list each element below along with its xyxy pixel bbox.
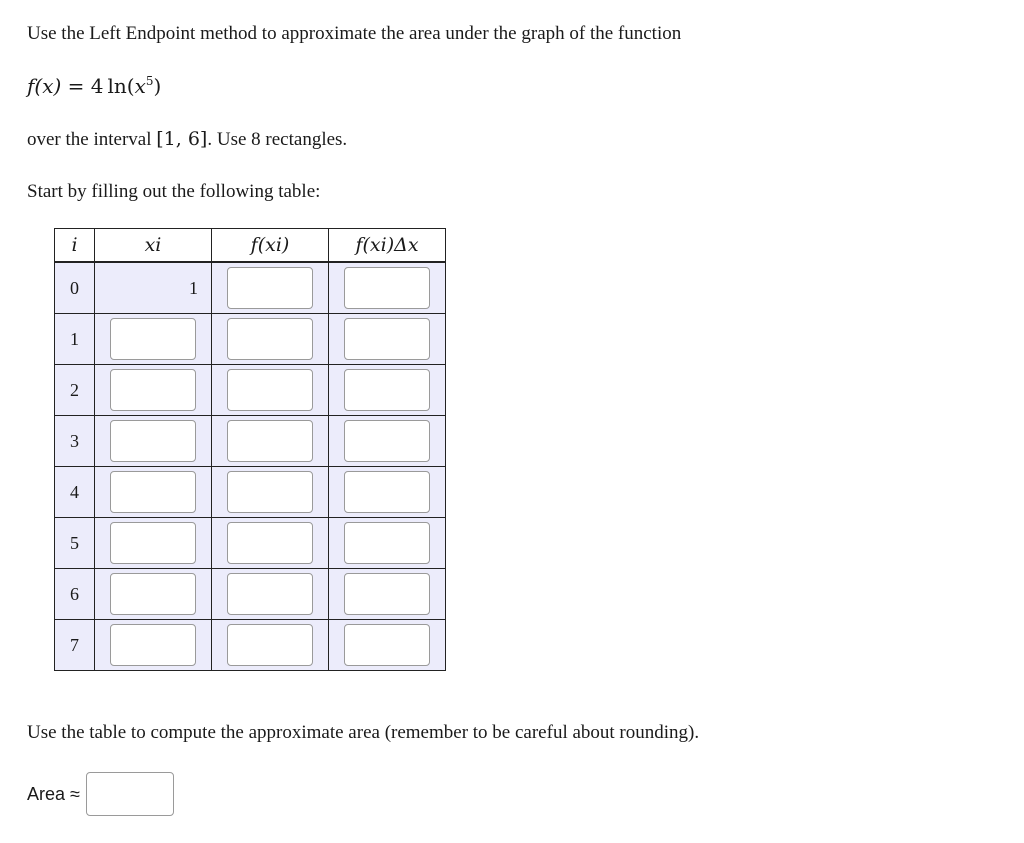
table-row xyxy=(55,467,446,518)
fxidx-cell xyxy=(329,569,446,620)
header-fxi: f(xi) xyxy=(212,229,329,263)
fxi-input-0[interactable] xyxy=(227,267,313,309)
table-header-row xyxy=(55,229,446,263)
xi-cell xyxy=(95,314,212,365)
fxidx-input-5[interactable] xyxy=(344,522,430,564)
fxidx-cell xyxy=(329,620,446,671)
table-row xyxy=(55,365,446,416)
row-index: 6 xyxy=(55,569,95,620)
table-row xyxy=(55,518,446,569)
riemann-table xyxy=(54,228,446,671)
table-row xyxy=(55,314,446,365)
fxi-cell xyxy=(212,365,329,416)
function-formula xyxy=(27,74,161,98)
fxi-input-2[interactable] xyxy=(227,369,313,411)
formula-exponent: 5 xyxy=(145,74,154,88)
row-index: 5 xyxy=(55,518,95,569)
fxi-input-4[interactable] xyxy=(227,471,313,513)
fxidx-cell xyxy=(329,365,446,416)
fxi-input-5[interactable] xyxy=(227,522,313,564)
xi-cell xyxy=(95,365,212,416)
row-index: 7 xyxy=(55,620,95,671)
xi-input-5[interactable] xyxy=(110,522,196,564)
problem-intro: Use the Left Endpoint method to approximate the area under the graph of the function xyxy=(27,23,682,44)
fxidx-input-4[interactable] xyxy=(344,471,430,513)
fxidx-input-6[interactable] xyxy=(344,573,430,615)
interval-text-before: over the interval xyxy=(27,129,157,150)
xi-input-1[interactable] xyxy=(110,318,196,360)
formula-coefficient: 4 xyxy=(90,74,104,98)
header-i: i xyxy=(55,229,95,263)
row-index: 2 xyxy=(55,365,95,416)
row-index: 4 xyxy=(55,467,95,518)
table-row xyxy=(55,262,446,314)
fxidx-cell xyxy=(329,416,446,467)
formula-equals: = xyxy=(61,74,91,98)
interval-sentence xyxy=(27,127,347,152)
formula-open-paren: ( xyxy=(126,74,135,98)
fxi-input-3[interactable] xyxy=(227,420,313,462)
fxidx-input-7[interactable] xyxy=(344,624,430,666)
fxi-cell xyxy=(212,518,329,569)
area-answer-row xyxy=(27,772,174,816)
fxi-cell xyxy=(212,467,329,518)
xi-input-6[interactable] xyxy=(110,573,196,615)
xi-cell xyxy=(95,467,212,518)
fxidx-cell xyxy=(329,262,446,314)
fxi-input-7[interactable] xyxy=(227,624,313,666)
fxi-cell xyxy=(212,262,329,314)
table-row xyxy=(55,569,446,620)
fxi-cell xyxy=(212,314,329,365)
xi-input-2[interactable] xyxy=(110,369,196,411)
xi-input-4[interactable] xyxy=(110,471,196,513)
fxidx-input-1[interactable] xyxy=(344,318,430,360)
fxidx-cell xyxy=(329,467,446,518)
xi-input-3[interactable] xyxy=(110,420,196,462)
fxidx-input-2[interactable] xyxy=(344,369,430,411)
fxi-cell xyxy=(212,416,329,467)
area-label: Area ≈ xyxy=(27,783,80,804)
fxi-input-1[interactable] xyxy=(227,318,313,360)
fxi-input-6[interactable] xyxy=(227,573,313,615)
formula-ln: ln xyxy=(107,74,127,98)
table-row xyxy=(55,620,446,671)
xi-input-7[interactable] xyxy=(110,624,196,666)
formula-base: x xyxy=(134,74,146,98)
formula-lhs: f(x) xyxy=(27,74,62,98)
row-index: 3 xyxy=(55,416,95,467)
interval-value: [1, 6] xyxy=(156,128,208,150)
xi-cell xyxy=(95,262,212,314)
xi-cell xyxy=(95,569,212,620)
fxidx-input-3[interactable] xyxy=(344,420,430,462)
fxidx-input-0[interactable] xyxy=(344,267,430,309)
row-index: 0 xyxy=(55,262,95,314)
xi-cell xyxy=(95,620,212,671)
compute-instruction: Use the table to compute the approximate area (remember to be careful about rounding). xyxy=(27,722,700,743)
interval-text-after: . Use 8 rectangles. xyxy=(207,129,348,150)
fxidx-cell xyxy=(329,314,446,365)
table-row xyxy=(55,416,446,467)
area-input[interactable] xyxy=(86,772,174,816)
table-instruction: Start by filling out the following table: xyxy=(27,181,321,202)
fxi-cell xyxy=(212,569,329,620)
row-index: 1 xyxy=(55,314,95,365)
formula-close-paren: ) xyxy=(153,74,162,98)
header-fxi-dx: f(xi)Δx xyxy=(329,229,446,263)
xi-cell xyxy=(95,416,212,467)
xi-cell xyxy=(95,518,212,569)
xi-value: 1 xyxy=(189,277,198,298)
fxidx-cell xyxy=(329,518,446,569)
fxi-cell xyxy=(212,620,329,671)
header-xi: xi xyxy=(95,229,212,263)
